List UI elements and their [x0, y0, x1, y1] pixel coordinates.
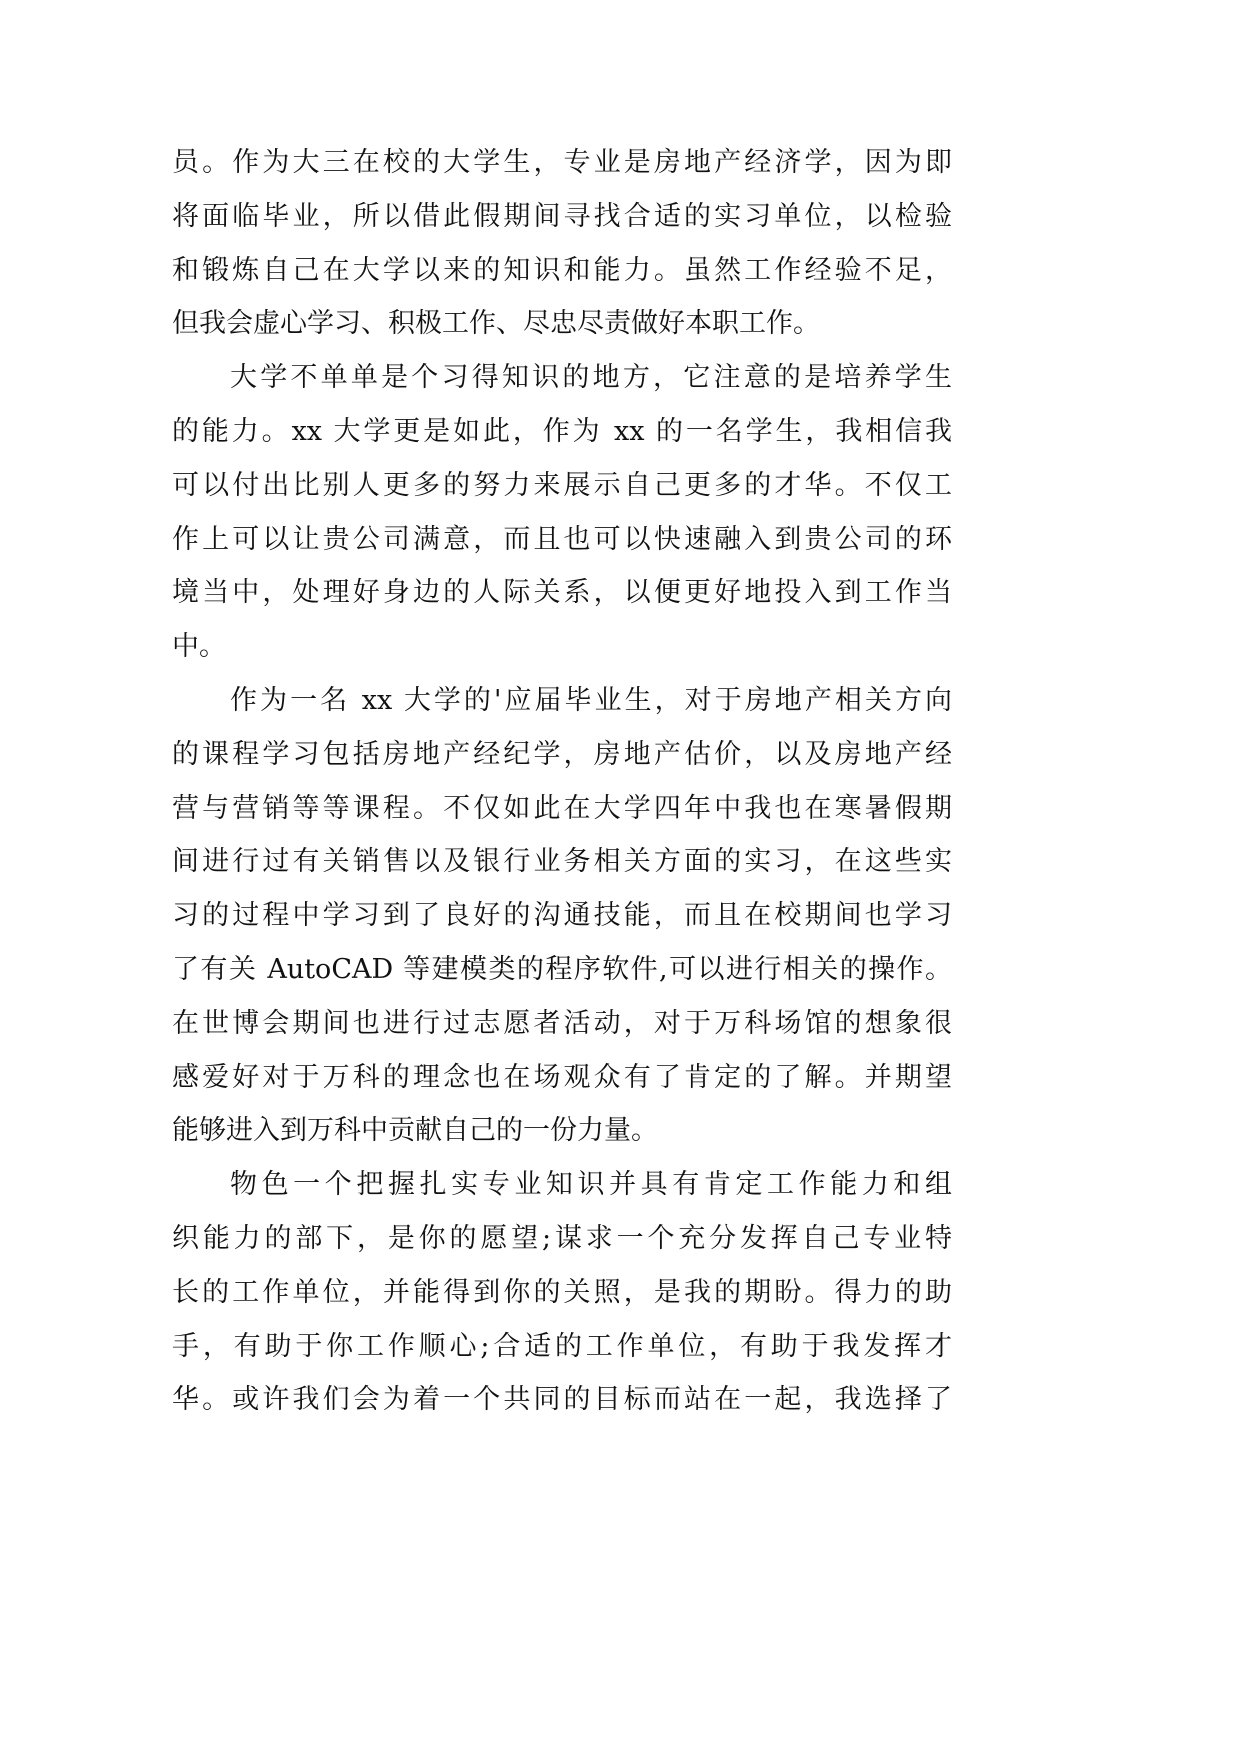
- text-line: 手，有助于你工作顺心;合适的工作单位，有助于我发挥才: [172, 1330, 952, 1362]
- text-line: 长的工作单位，并能得到你的关照，是我的期盼。得力的助: [172, 1276, 952, 1308]
- text-line: 物色一个把握扎实专业知识并具有肯定工作能力和组: [230, 1169, 952, 1201]
- text-line: 营与营销等等课程。不仅如此在大学四年中我也在寒暑假期: [172, 792, 952, 824]
- paragraph: [172, 136, 952, 351]
- text-line: 在世博会期间也进行过志愿者活动，对于万科场馆的想象很: [172, 1007, 952, 1039]
- paragraph: [172, 1158, 952, 1427]
- text-line: 习的过程中学习到了良好的沟通技能，而且在校期间也学习: [172, 900, 952, 932]
- text-line: 能够进入到万科中贡献自己的一份力量。: [172, 1115, 658, 1147]
- text-line: 中。: [172, 631, 226, 663]
- paragraph: [172, 674, 952, 1158]
- text-line: 大学不单单是个习得知识的地方，它注意的是培养学生: [230, 362, 952, 394]
- text-line: 华。或许我们会为着一个共同的目标而站在一起，我选择了: [172, 1384, 952, 1416]
- text-line: 员。作为大三在校的大学生，专业是房地产经济学，因为即: [172, 147, 952, 178]
- text-line: 境当中，处理好身边的人际关系，以便更好地投入到工作当: [172, 577, 952, 609]
- text-line: 的课程学习包括房地产经纪学，房地产估价，以及房地产经: [172, 738, 952, 770]
- text-line: 将面临毕业，所以借此假期间寻找合适的实习单位，以检验: [172, 200, 952, 232]
- text-line: 和锻炼自己在大学以来的知识和能力。虽然工作经验不足，: [172, 254, 952, 286]
- text-line: 作为一名 xx 大学的'应届毕业生，对于房地产相关方向: [230, 684, 952, 716]
- paragraph: [172, 351, 952, 674]
- text-line: 但我会虚心学习、积极工作、尽忠尽责做好本职工作。: [172, 308, 820, 340]
- text-line: 感爱好对于万科的理念也在场观众有了肯定的了解。并期望: [172, 1061, 952, 1093]
- text-line: 作上可以让贵公司满意，而且也可以快速融入到贵公司的环: [172, 523, 952, 555]
- text-line: 了有关 AutoCAD 等建模类的程序软件,可以进行相关的操作。: [172, 953, 952, 985]
- text-line: 织能力的部下，是你的愿望;谋求一个充分发挥自己专业特: [172, 1222, 952, 1254]
- text-line: 间进行过有关销售以及银行业务相关方面的实习，在这些实: [172, 846, 952, 878]
- text-line: 可以付出比别人更多的努力来展示自己更多的才华。不仅工: [172, 469, 952, 501]
- document-body: [172, 136, 952, 1427]
- text-line: 的能力。xx 大学更是如此，作为 xx 的一名学生，我相信我: [172, 415, 952, 447]
